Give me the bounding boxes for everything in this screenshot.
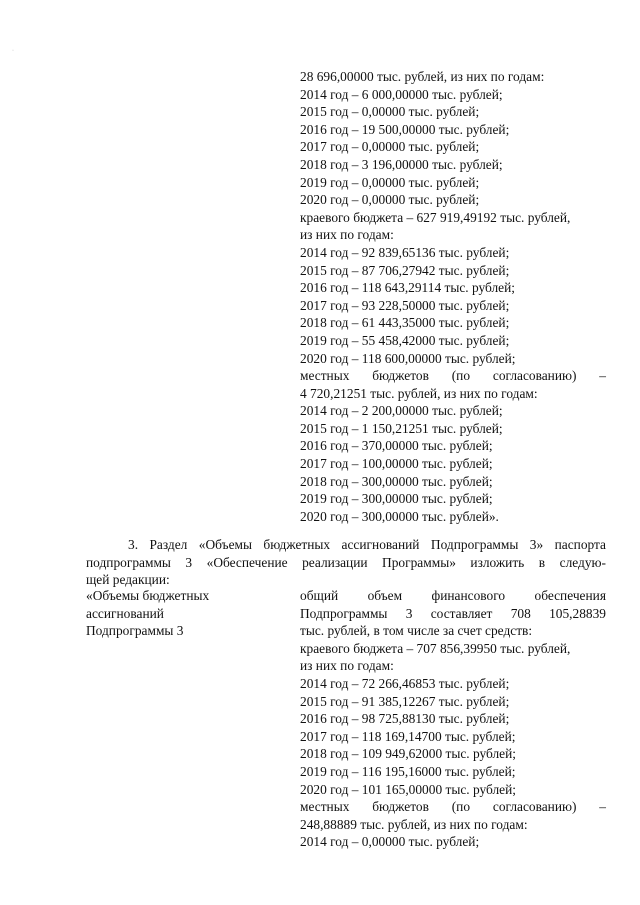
value-line: 248,88889 тыс. рублей, из них по годам: (300, 816, 528, 832)
stray-mark: · (12, 48, 14, 54)
label-line: ассигнований (86, 605, 164, 621)
text-line: 2017 год – 100,00000 тыс. рублей; (300, 456, 493, 472)
text-line: 28 696,00000 тыс. рублей, из них по годам: (300, 69, 545, 84)
value-line: 2020 год – 101 165,00000 тыс. рублей; (300, 781, 517, 797)
text-line: 4 720,21251 тыс. рублей, из них по годам: (300, 385, 538, 401)
value-line: 2017 год – 118 169,14700 тыс. рублей; (300, 728, 516, 744)
label-line: Подпрограммы 3 (86, 623, 184, 639)
text-line: 2020 год – 118 600,00000 тыс. рублей; (300, 350, 516, 366)
text-line: 2014 год – 2 200,00000 тыс. рублей; (300, 403, 503, 419)
text-line: 2015 год – 1 150,21251 тыс. рублей; (300, 420, 503, 436)
budget-continuation-block (300, 68, 606, 525)
text-line: 2020 год – 0,00000 тыс. рублей; (300, 192, 480, 208)
section-3-paragraph (86, 536, 606, 589)
text-line: 2017 год – 93 228,50000 тыс. рублей; (300, 297, 510, 313)
text-line: 2019 год – 55 458,42000 тыс. рублей; (300, 332, 510, 348)
text-line: 2014 год – 6 000,00000 тыс. рублей; (300, 86, 503, 102)
passport-row-label (86, 587, 286, 640)
value-line: 2016 год – 98 725,88130 тыс. рублей; (300, 711, 510, 727)
paragraph-line: 3. Раздел «Объемы бюджетных ассигнований Подпрограммы 3» паспорта (128, 537, 606, 552)
text-line: 2019 год – 0,00000 тыс. рублей; (300, 174, 480, 190)
value-line: местных бюджетов (по согласованию) – (300, 799, 606, 815)
value-line: 2014 год – 0,00000 тыс. рублей; (300, 834, 480, 850)
passport-row-value (300, 587, 606, 851)
value-line: из них по годам: (300, 658, 394, 674)
text-line: 2016 год – 19 500,00000 тыс. рублей; (300, 121, 510, 137)
value-line: общий объем финансового обеспечения (300, 588, 606, 603)
text-line: 2018 год – 3 196,00000 тыс. рублей; (300, 156, 503, 172)
value-line: тыс. рублей, в том числе за счет средств: (300, 623, 533, 639)
text-line: из них по годам: (300, 227, 394, 243)
text-line: 2015 год – 87 706,27942 тыс. рублей; (300, 262, 510, 278)
text-line: 2018 год – 61 443,35000 тыс. рублей; (300, 315, 510, 331)
local-budget-line: местных бюджетов (по согласованию) – (300, 368, 606, 384)
value-line: краевого бюджета – 707 856,39950 тыс. рублей, (300, 640, 571, 656)
text-line: 2020 год – 300,00000 тыс. рублей». (300, 508, 499, 524)
value-line: 2015 год – 91 385,12267 тыс. рублей; (300, 693, 510, 709)
text-line: 2014 год – 92 839,65136 тыс. рублей; (300, 244, 510, 260)
value-line: Подпрограммы 3 составляет 708 105,28839 (300, 605, 606, 621)
paragraph-line: подпрограммы 3 «Обеспечение реализации Программы» изложить в следую- (86, 554, 606, 570)
text-line: 2019 год – 300,00000 тыс. рублей; (300, 491, 493, 507)
value-line: 2014 год – 72 266,46853 тыс. рублей; (300, 675, 510, 691)
text-line: краевого бюджета – 627 919,49192 тыс. рублей, (300, 209, 571, 225)
value-line: 2019 год – 116 195,16000 тыс. рублей; (300, 763, 516, 779)
text-line: 2017 год – 0,00000 тыс. рублей; (300, 139, 480, 155)
text-line: 2018 год – 300,00000 тыс. рублей; (300, 473, 493, 489)
label-line: «Объемы бюджетных (86, 588, 210, 603)
text-line: 2015 год – 0,00000 тыс. рублей; (300, 104, 480, 120)
paragraph-line: щей редакции: (86, 572, 170, 588)
text-line: 2016 год – 370,00000 тыс. рублей; (300, 438, 493, 454)
value-line: 2018 год – 109 949,62000 тыс. рублей; (300, 746, 517, 762)
text-line: 2016 год – 118 643,29114 тыс. рублей; (300, 280, 516, 296)
